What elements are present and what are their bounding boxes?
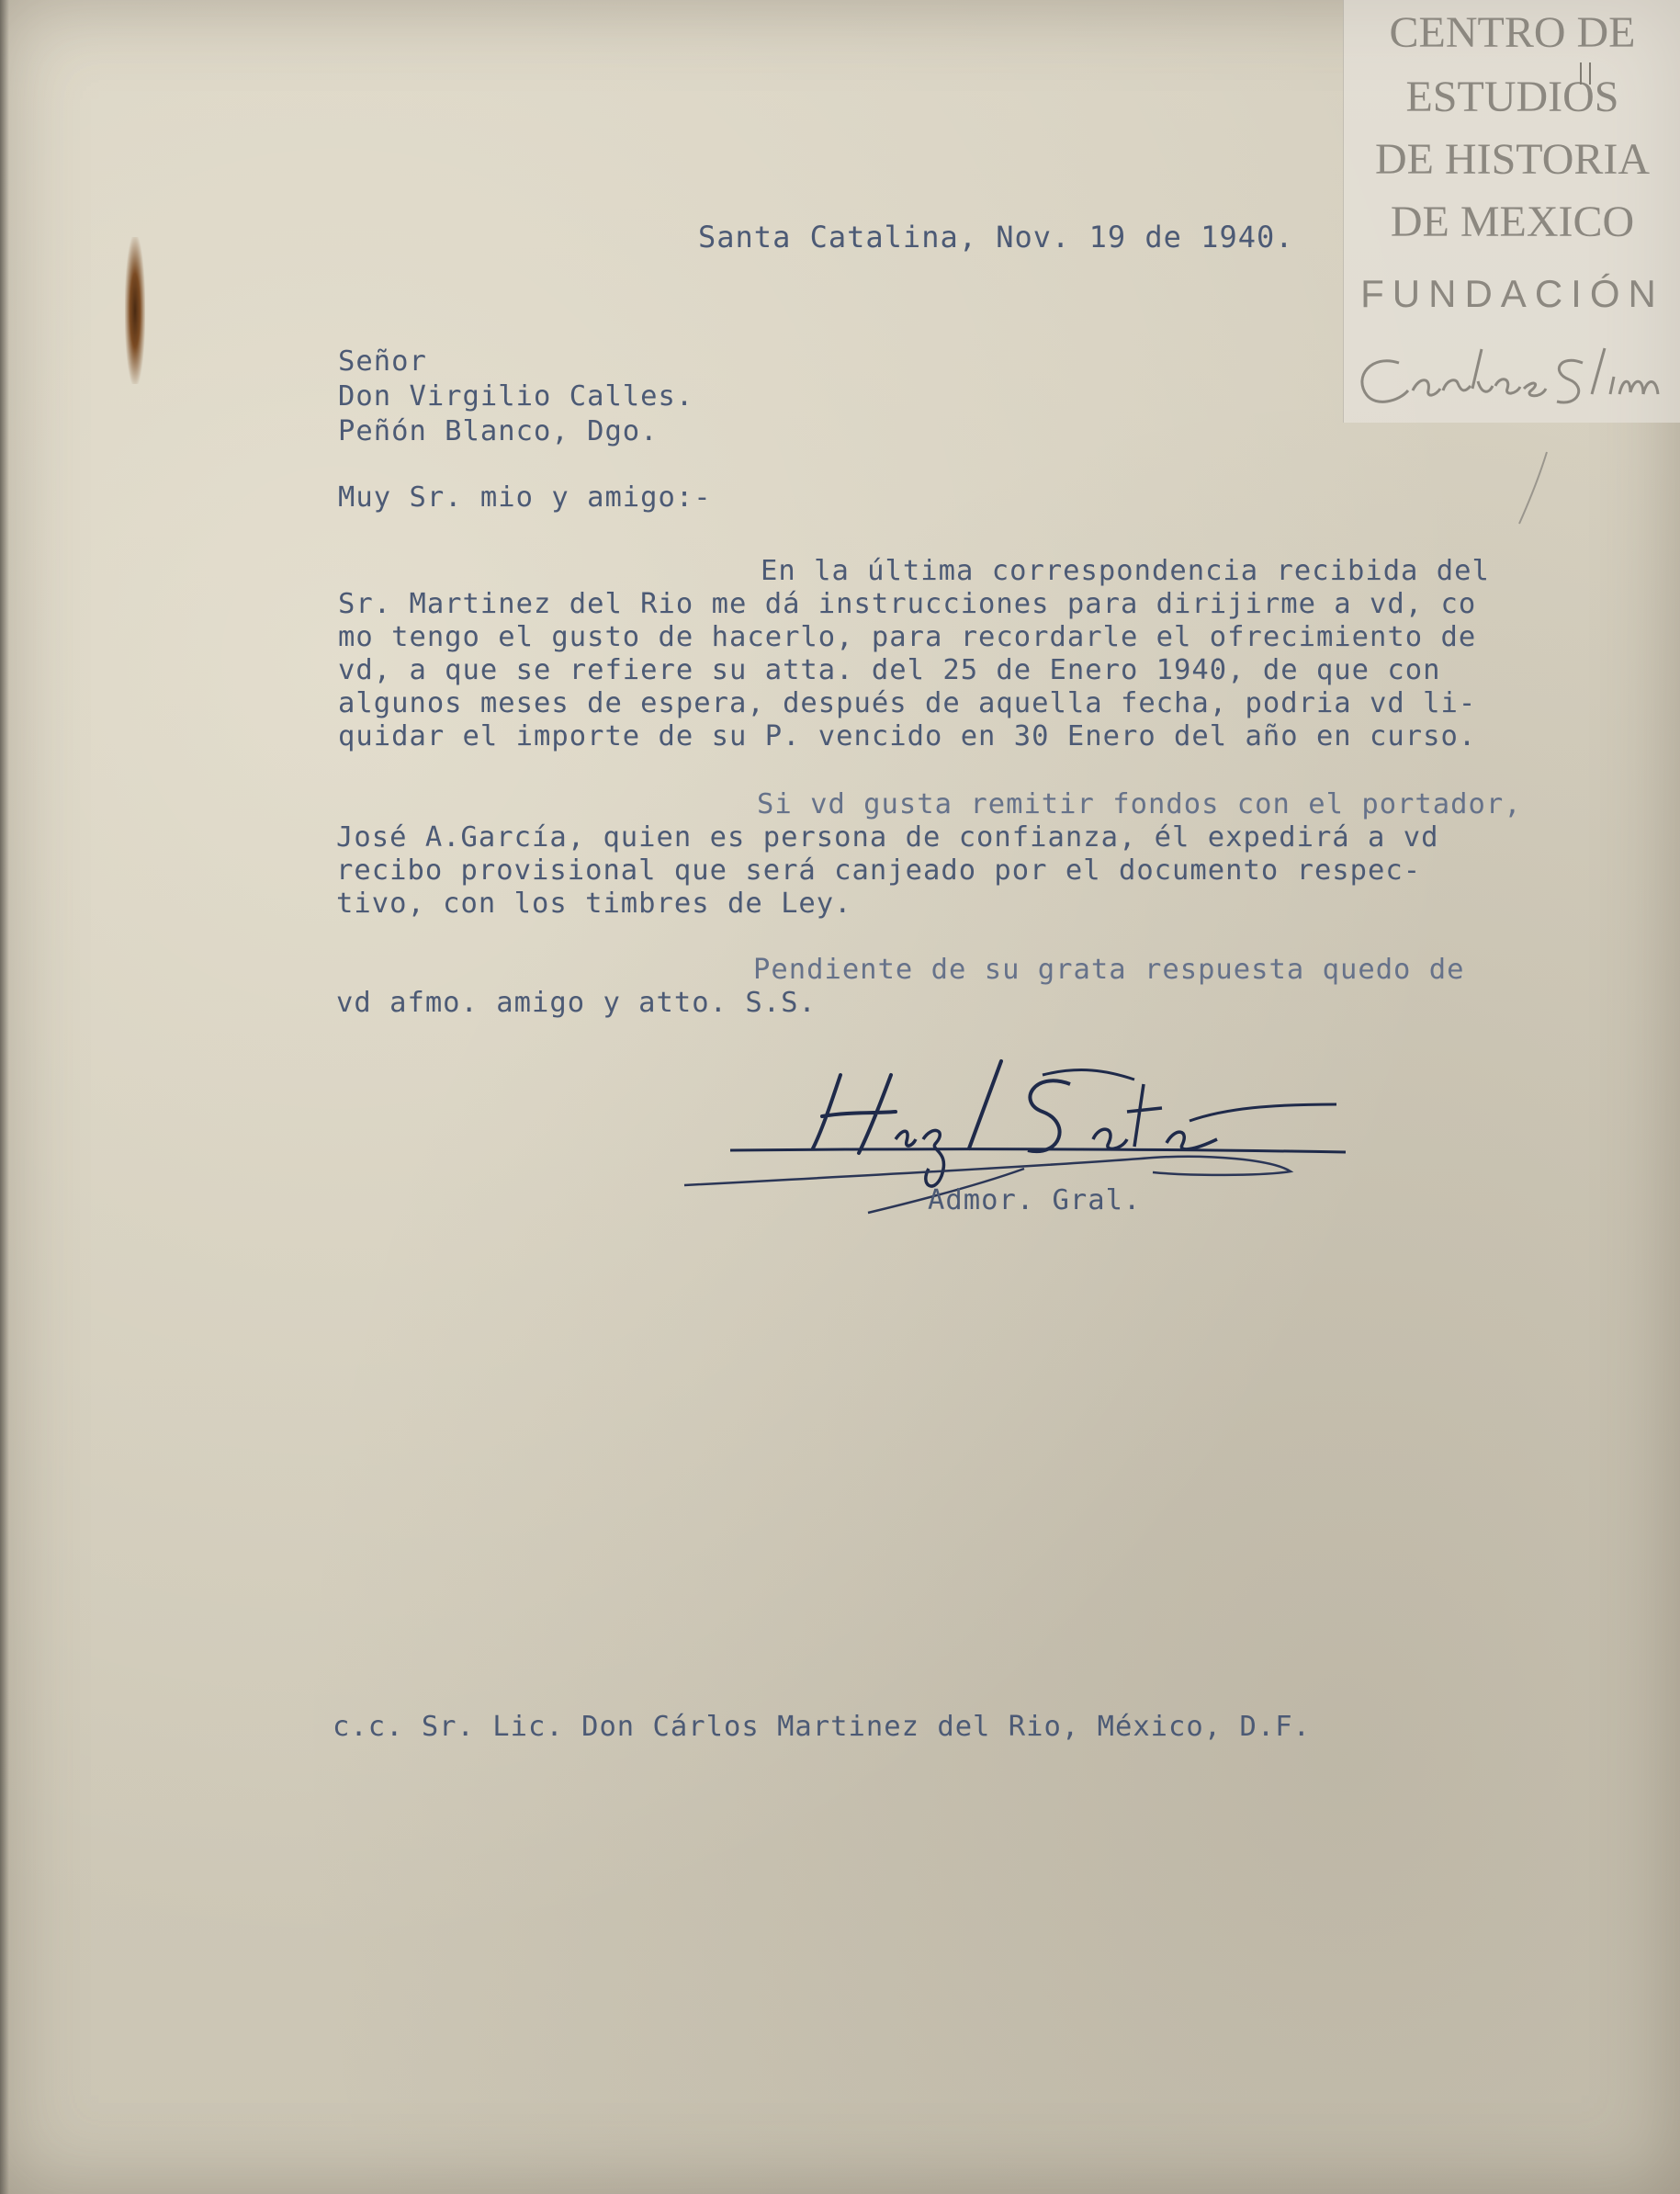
closing-line-1: Pendiente de su grata respuesta quedo de xyxy=(753,954,1465,986)
paragraph2-line-3: recibo provisional que será canjeado por el documento respec- xyxy=(336,854,1422,887)
paragraph1-line-3: mo tengo el gusto de hacerlo, para recordarle el ofrecimiento de xyxy=(338,621,1477,653)
paragraph1-line-5: algunos meses de espera, después de aquella fecha, podria vd li- xyxy=(338,687,1477,719)
salutation: Muy Sr. mio y amigo:- xyxy=(338,481,712,514)
paragraph2-line-4: tivo, con los timbres de Ley. xyxy=(336,888,852,920)
pencil-mark xyxy=(1503,448,1558,531)
folio-mark xyxy=(1573,57,1610,94)
stamp-line-1: CENTRO DE xyxy=(1389,8,1636,57)
paragraph1-line-4: vd, a que se refiere su atta. del 25 de Enero 1940, de que con xyxy=(338,654,1441,686)
rust-stain xyxy=(125,237,145,384)
place-date: Santa Catalina, Nov. 19 de 1940. xyxy=(698,220,1294,254)
stamp-line-2: ESTUDIOS xyxy=(1405,73,1619,121)
stamp-fundacion: FUNDACIÓN xyxy=(1360,272,1664,315)
signer-title: Admor. Gral. xyxy=(928,1184,1142,1216)
recipient-line-1: Señor xyxy=(338,345,427,378)
paragraph1-line-2: Sr. Martinez del Rio me dá instrucciones para dirijirme a vd, co xyxy=(338,588,1477,620)
stamp-signature-logo xyxy=(1344,335,1680,418)
paragraph2-line-2: José A.García, quien es persona de confianza, él expedirá a vd xyxy=(336,821,1439,854)
recipient-line-3: Peñón Blanco, Dgo. xyxy=(338,415,659,447)
paragraph1-line-1: En la última correspondencia recibida del xyxy=(761,555,1490,587)
carbon-copy-line: c.c. Sr. Lic. Don Cárlos Martinez del Rio, México, D.F. xyxy=(333,1711,1311,1743)
paragraph1-line-6: quidar el importe de su P. vencido en 30 Enero del año en curso. xyxy=(338,720,1477,752)
stamp-line-4: DE MEXICO xyxy=(1390,198,1635,246)
stamp-line-3: DE HISTORIA xyxy=(1374,135,1651,184)
archive-stamp xyxy=(1343,0,1680,423)
paper-edge xyxy=(0,0,9,2194)
paragraph2-line-1: Si vd gusta remitir fondos con el portador, xyxy=(757,788,1522,820)
recipient-line-2: Don Virgilio Calles. xyxy=(338,380,694,413)
closing-line-2: vd afmo. amigo y atto. S.S. xyxy=(336,987,817,1019)
